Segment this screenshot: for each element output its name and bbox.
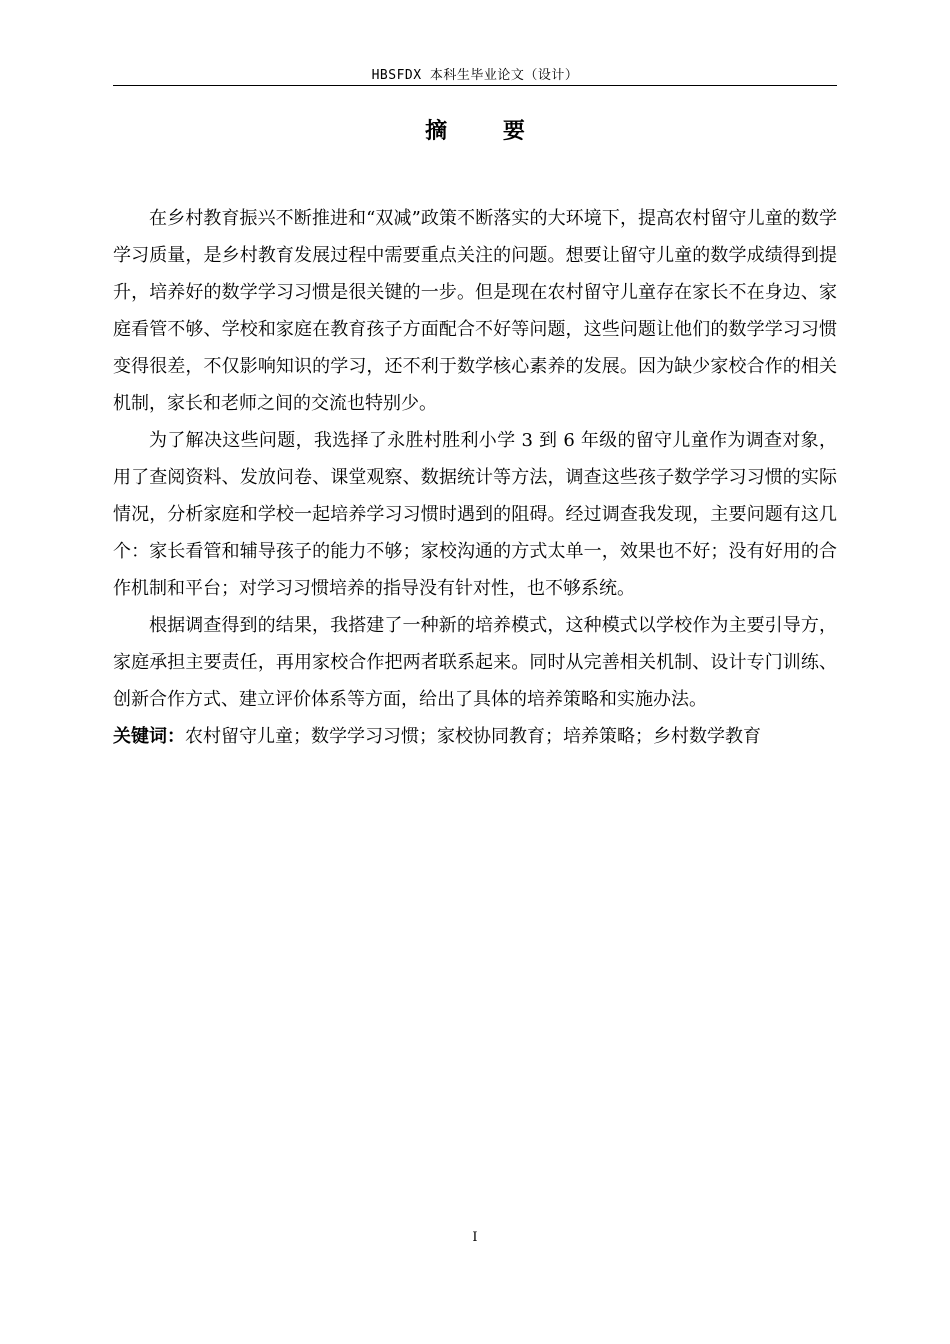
keywords-line [113, 718, 837, 755]
abstract-paragraph-2: 为了解决这些问题，我选择了永胜村胜利小学 3 到 6 年级的留守儿童作为调查对象，用了查阅资料、发放问卷、课堂观察、数据统计等方法，调查这些孩子数学学习习惯的实际情况，分析家庭和学校一起培养学习习惯时遇到的阻碍。经过调查我发现，主要问题有这几个：家长看管和辅导孩子的能力不够；家校沟通的方式太单一，效果也不好；没有好用的合作机制和平台；对学习习惯培养的指导没有针对性，也不够系统。 [113, 430, 837, 599]
abstract-body [113, 200, 837, 755]
running-header: HBSFDX 本科生毕业论文（设计） [371, 68, 579, 83]
page-title: 摘 要 [425, 119, 549, 144]
page-number: I [472, 1230, 478, 1245]
abstract-paragraph-3: 根据调查得到的结果，我搭建了一种新的培养模式，这种模式以学校作为主要引导方，家庭承担主要责任，再用家校合作把两者联系起来。同时从完善相关机制、设计专门训练、创新合作方式、建立评价体系等方面，给出了具体的培养策略和实施办法。 [113, 615, 837, 710]
abstract-paragraph-1: 在乡村教育振兴不断推进和“双减”政策不断落实的大环境下，提高农村留守儿童的数学学习质量，是乡村教育发展过程中需要重点关注的问题。想要让留守儿童的数学成绩得到提升，培养好的数学学习习惯是很关键的一步。但是现在农村留守儿童存在家长不在身边、家庭看管不够、学校和家庭在教育孩子方面配合不好等问题，这些问题让他们的数学学习习惯变得很差，不仅影响知识的学习，还不利于数学核心素养的发展。因为缺少家校合作的相关机制，家长和老师之间的交流也特别少。 [113, 208, 837, 414]
keywords-label: 关键词： [113, 726, 185, 747]
keywords-text: 农村留守儿童；数学学习习惯；家校协同教育；培养策略；乡村数学教育 [185, 726, 761, 747]
header-divider [113, 85, 837, 86]
